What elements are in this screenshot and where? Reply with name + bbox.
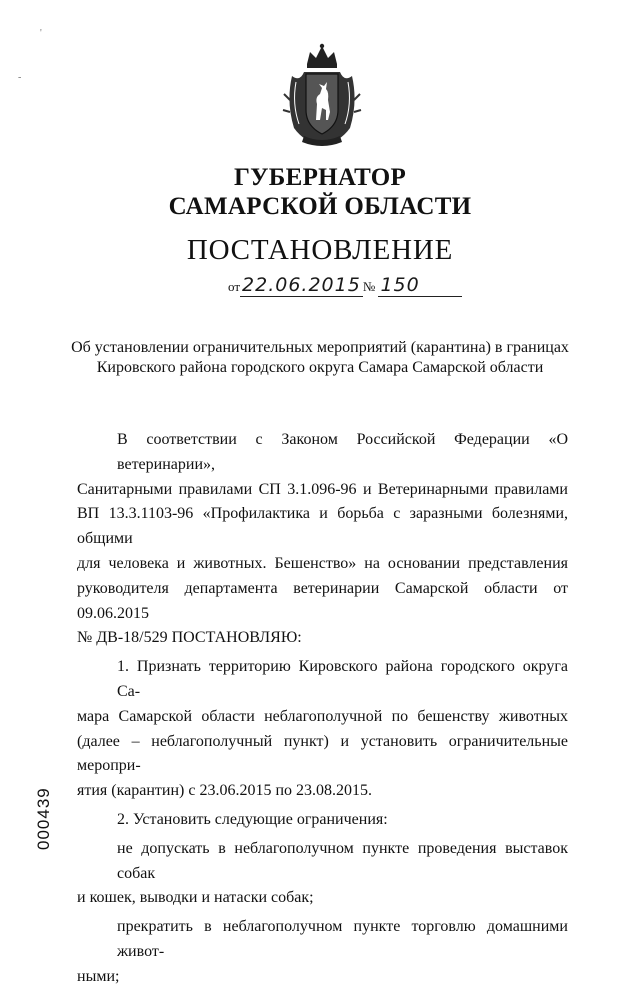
date-number-line xyxy=(228,274,462,297)
archive-number-stamp: 000439 xyxy=(34,787,53,850)
issuer-title-line2: САМАРСКОЙ ОБЛАСТИ xyxy=(168,193,472,220)
document-subject xyxy=(70,338,570,378)
document-body xyxy=(77,428,568,994)
subject-line: Об установлении ограничительных мероприятий (карантина) в границах xyxy=(71,339,569,356)
text-line: ными; xyxy=(77,967,120,985)
text-line: (далее – неблагополучный пункт) и установить ограничительные меропри- xyxy=(77,732,568,775)
body-paragraph-restriction-1 xyxy=(77,837,568,911)
text-line: и кошек, выводки и натаски собак; xyxy=(77,889,314,907)
issuer-title-line1: ГУБЕРНАТОР xyxy=(233,164,407,191)
text-line: 2. Установить следующие ограничения: xyxy=(117,810,388,828)
scan-mark: ' xyxy=(40,28,42,39)
date-prefix: от xyxy=(228,279,241,294)
document-type-heading: ПОСТАНОВЛЕНИЕ xyxy=(186,234,454,266)
handwritten-number: 150 xyxy=(378,274,462,297)
text-line: мара Самарской области неблагополучной по бешенству животных xyxy=(77,707,568,725)
text-line: В соответствии с Законом Российской Федерации «О ветеринарии», xyxy=(117,431,568,473)
scan-mark: - xyxy=(18,72,22,83)
text-line: ВП 13.3.1103-96 «Профилактика и борьба с заразными болезнями, общими xyxy=(77,505,568,548)
body-paragraph-item-1 xyxy=(77,655,568,804)
body-paragraph-restriction-2 xyxy=(77,915,568,989)
text-line: прекратить в неблагополучном пункте торговлю домашними живот- xyxy=(117,918,568,960)
text-line: ятия (карантин) с 23.06.2015 по 23.08.2015. xyxy=(77,782,373,800)
text-line: не допускать в неблагополучном пункте проведения выставок собак xyxy=(117,839,568,882)
text-line: Санитарными правилами СП 3.1.096-96 и Ветеринарными правилами xyxy=(77,480,568,498)
subject-line: Кировского района городского округа Самара Самарской области xyxy=(96,359,544,376)
text-line: руководителя департамента ветеринарии Самарской области от 09.06.2015 xyxy=(77,579,568,622)
body-paragraph-preamble xyxy=(77,428,568,651)
text-line: 1. Признать территорию Кировского района городского округа Са- xyxy=(117,658,568,700)
text-line: № ДВ-18/529 ПОСТАНОВЛЯЮ: xyxy=(77,629,302,647)
text-line: для человека и животных. Бешенство» на основании представления xyxy=(77,554,568,572)
body-paragraph-item-2 xyxy=(77,808,568,833)
number-prefix: № xyxy=(362,279,376,294)
handwritten-date: 22.06.2015 xyxy=(242,274,361,296)
coat-of-arms-emblem xyxy=(282,42,362,150)
